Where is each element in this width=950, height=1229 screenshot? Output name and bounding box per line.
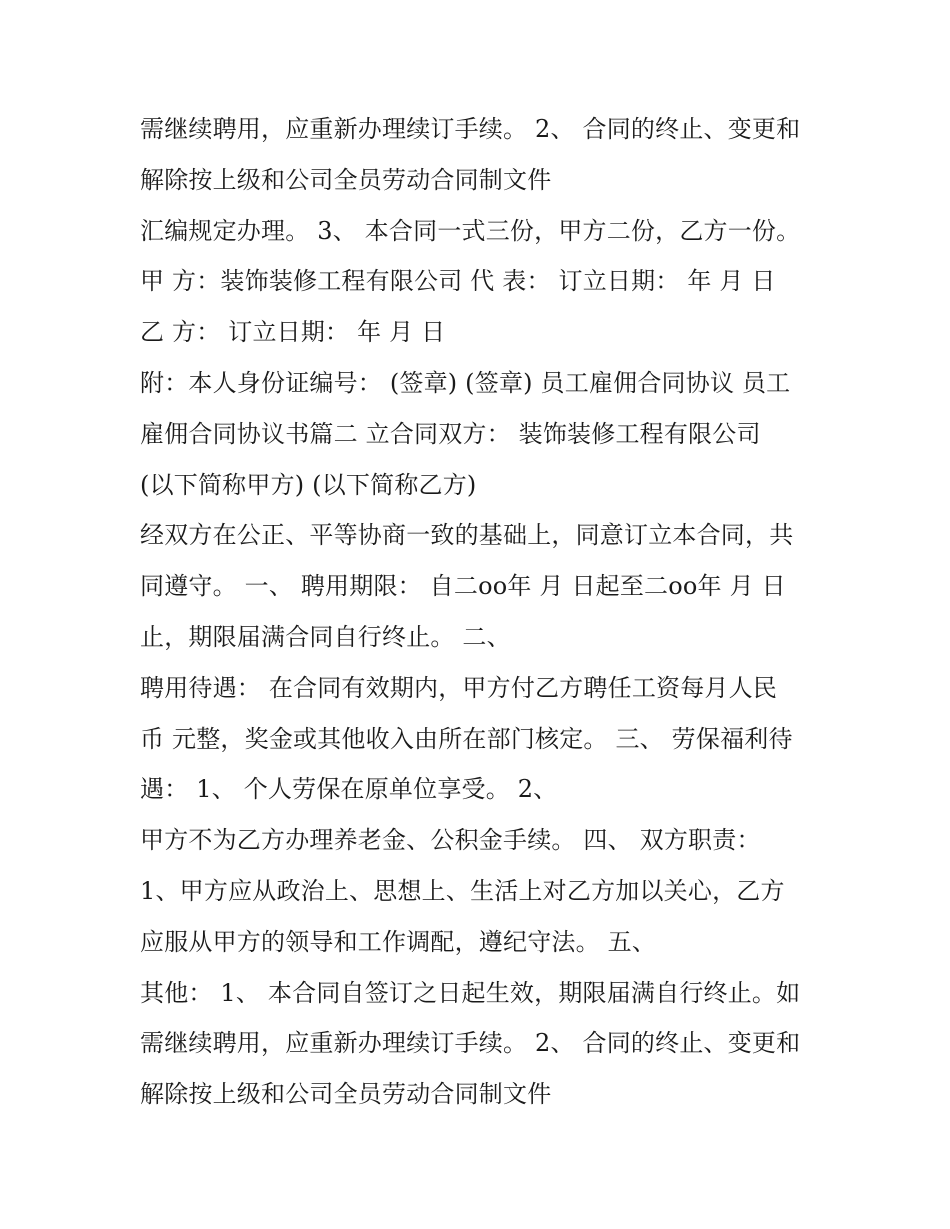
text-line: 雇佣合同协议书篇二 立合同双方： 装饰装修工程有限公司: [140, 419, 761, 448]
text-line: 甲方不为乙方办理养老金、公积金手续。 四、 双方职责：: [140, 826, 761, 855]
text-line: 经双方在公正、平等协商一致的基础上，同意订立本合同，共: [140, 521, 794, 550]
document-body: [140, 104, 840, 1120]
text-line: 止，期限届满合同自行终止。 二、: [140, 622, 511, 651]
text-line: 其他： 1、 本合同自签订之日起生效，期限届满自行终止。如: [140, 978, 801, 1007]
text-line: 币 元整，奖金或其他收入由所在部门核定。 三、 劳保福利待: [140, 724, 793, 753]
text-line: 同遵守。 一、 聘用期限： 自二oo年 月 日起至二oo年 月 日: [140, 572, 786, 601]
text-line: 1、甲方应从政治上、思想上、生活上对乙方加以关心，乙方: [140, 876, 785, 905]
text-line: 应服从甲方的领导和工作调配，遵纪守法。 五、: [140, 927, 657, 956]
text-line: 甲 方：装饰装修工程有限公司 代 表： 订立日期： 年 月 日: [140, 267, 776, 296]
text-line: 需继续聘用，应重新办理续订手续。 2、 合同的终止、变更和: [140, 115, 801, 143]
text-line: 汇编规定办理。 3、 本合同一式三份，甲方二份，乙方一份。: [140, 216, 801, 245]
text-line: (以下简称甲方) (以下简称乙方): [140, 470, 477, 499]
text-line: 附：本人身份证编号： (签章) (签章) 员工雇佣合同协议 员工: [140, 368, 791, 397]
text-line: 解除按上级和公司全员劳动合同制文件: [140, 165, 552, 194]
text-line: 乙 方： 订立日期： 年 月 日: [140, 318, 446, 347]
text-line: 解除按上级和公司全员劳动合同制文件: [140, 1080, 552, 1109]
text-line: 需继续聘用，应重新办理续订手续。 2、 合同的终止、变更和: [140, 1029, 801, 1058]
text-line: 聘用待遇： 在合同有效期内，甲方付乙方聘任工资每月人民: [140, 673, 778, 702]
text-line: 遇： 1、 个人劳保在原单位享受。 2、: [140, 775, 558, 804]
